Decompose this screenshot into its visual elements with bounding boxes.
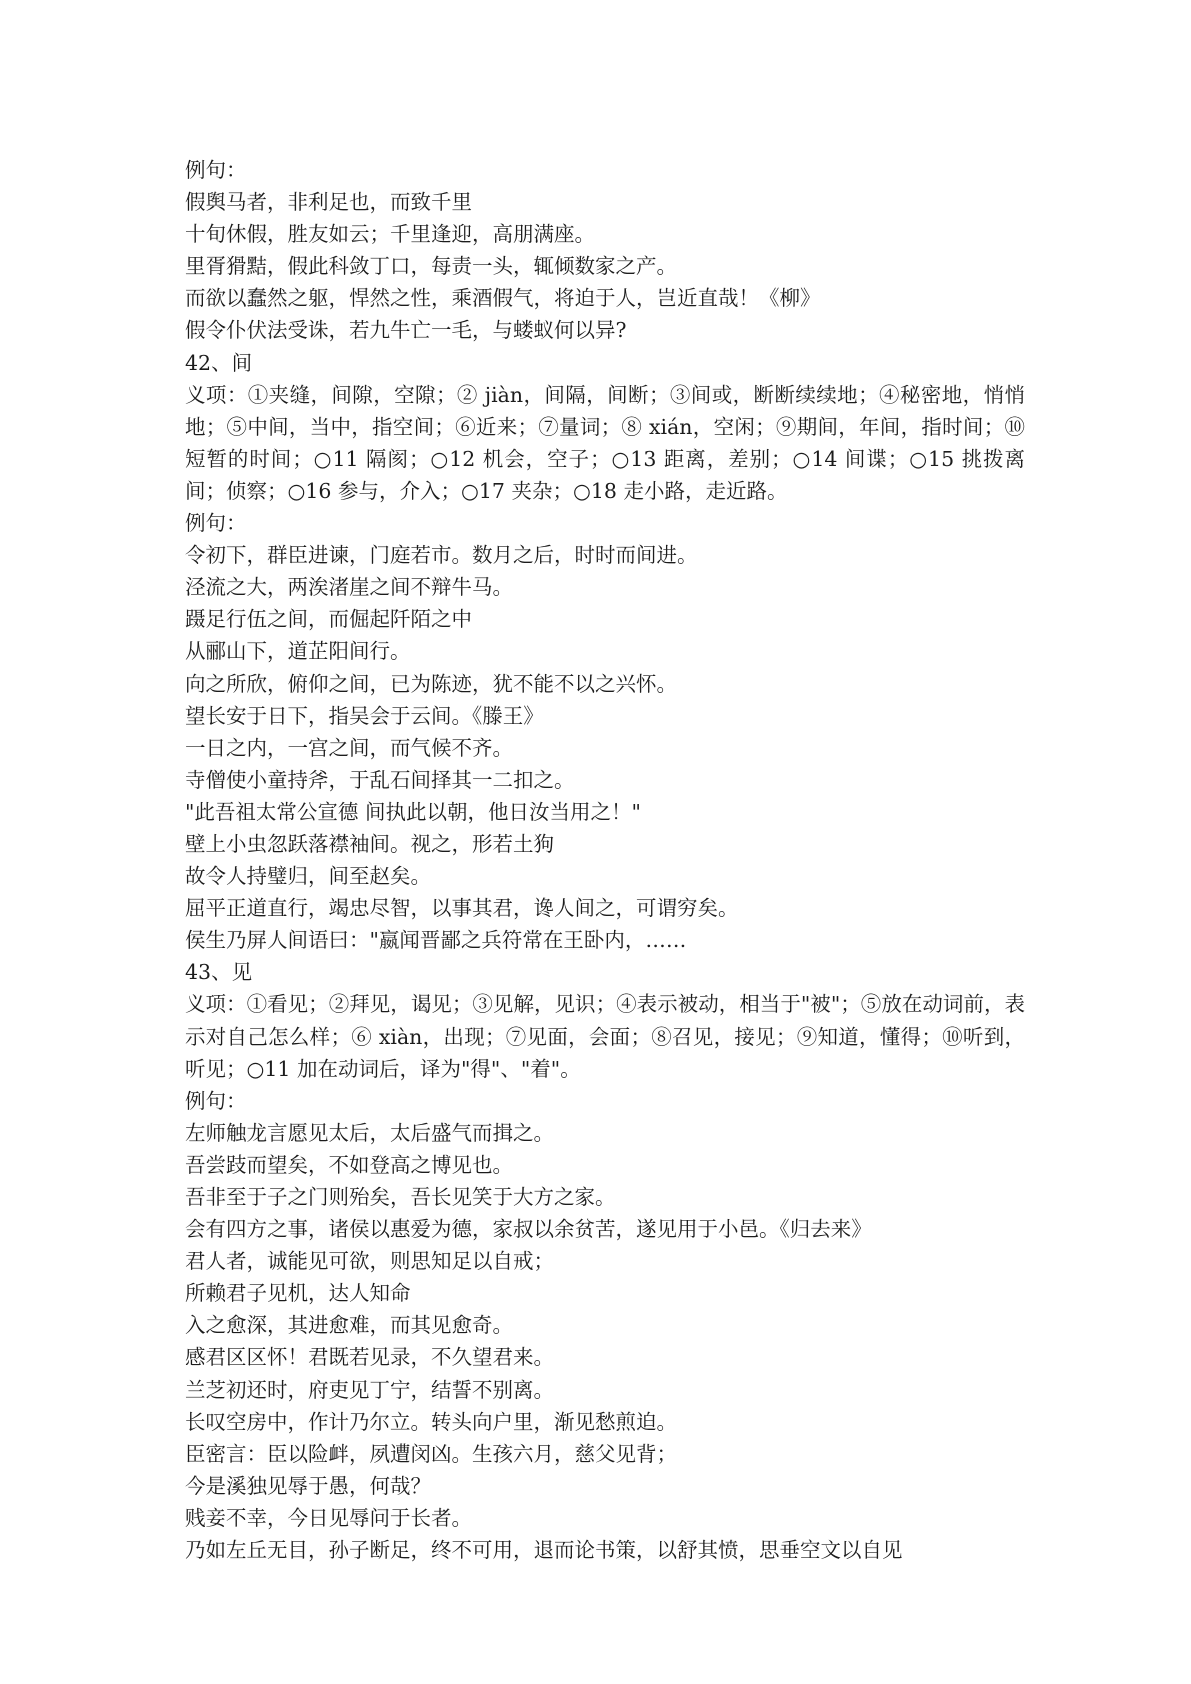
example-line: 兰芝初还时，府吏见丁宁，结誓不别离。 [185,1377,554,1402]
example-line: 长叹空房中，作计乃尔立。转头向户里，渐见愁煎迫。 [185,1409,677,1434]
example-line: 蹑足行伍之间，而倔起阡陌之中 [185,607,472,632]
example-line: 泾流之大，两涘渚崖之间不辩牛马。 [185,575,513,600]
example-line: 假令仆伏法受诛，若九牛亡一毛，与蝼蚁何以异? [185,318,627,343]
example-label: 例句： [185,158,247,182]
example-line: 屈平正道直行，竭忠尽智，以事其君，谗人间之，可谓穷矣。 [185,896,739,921]
example-line: 十旬休假，胜友如云；千里逢迎，高朋满座。 [185,222,595,247]
entry-meanings: 义项：①夹缝，间隙，空隙；② jiàn，间隔，间断；③间或，断断续续地；④秘密地，悄悄地；⑤中间，当中，指空间；⑥近来；⑦量词；⑧ xián，空闲；⑨期间，年间，指时间；⑩短暂的时间；○11 隔阂；○12 机会，空子；○13 距离，差别；○14 间谍；○15 挑拨离间；侦察；○16 参与，介入；○17 夹杂；○18 走小路，走近路。 [185,382,1025,503]
entry-heading: 42、间 [185,350,253,375]
example-label: 例句： [185,511,247,536]
example-line: 今是溪独见辱于愚，何哉？ [185,1473,431,1498]
example-label: 例句： [185,1088,247,1113]
example-line: 贱妾不幸，今日见辱问于长者。 [185,1505,472,1530]
example-line: 入之愈深，其进愈难，而其见愈奇。 [185,1313,513,1338]
example-line: 寺僧使小童持斧，于乱石间择其一二扣之。 [185,767,575,792]
example-line: 壁上小虫忽跃落襟袖间。视之，形若土狗 [185,831,554,856]
document-body [185,154,1025,1566]
example-line: "此吾祖太常公宣德 间执此以朝，他日汝当用之！" [185,799,641,824]
example-line: 从郦山下，道芷阳间行。 [185,639,411,664]
example-line: 里胥猾黠，假此科敛丁口，每责一头，辄倾数家之产。 [185,254,677,279]
example-line: 会有四方之事，诸侯以惠爱为德，家叔以余贫苦，遂见用于小邑。《归去来》 [185,1217,872,1242]
example-line: 而欲以蠢然之躯，悍然之性，乘酒假气，将迫于人，岂近直哉！《柳》 [185,286,821,311]
example-line: 假舆马者，非利足也，而致千里 [185,190,472,215]
entry-heading: 43、见 [185,960,253,985]
example-line: 所赖君子见机，达人知命 [185,1281,411,1306]
example-line: 吾非至于子之门则殆矣，吾长见笑于大方之家。 [185,1185,616,1209]
example-line: 感君区区怀！君既若见录，不久望君来。 [185,1345,554,1370]
example-line: 左师触龙言愿见太后，太后盛气而揖之。 [185,1120,554,1145]
example-line: 一日之内，一宫之间，而气候不齐。 [185,735,513,760]
example-line: 故令人持璧归，间至赵矣。 [185,864,431,889]
example-line: 吾尝跂而望矣，不如登高之博见也。 [185,1152,513,1177]
example-line: 乃如左丘无目，孙子断足，终不可用，退而论书策，以舒其愤，思垂空文以自见 [185,1538,903,1563]
entry-meanings: 义项：①看见；②拜见，谒见；③见解，见识；④表示被动，相当于"被"；⑤放在动词前，表示对自己怎么样；⑥ xiàn，出现；⑦见面，会面；⑧召见，接见；⑨知道，懂得；⑩听到，听见；○11 加在动词后，译为"得"、"着"。 [185,992,1025,1081]
example-line: 向之所欣，俯仰之间，已为陈迹，犹不能不以之兴怀。 [185,671,677,696]
example-line: 君人者，诚能见可欲，则思知足以自戒； [185,1249,554,1274]
example-line: 望长安于日下，指吴会于云间。《滕王》 [185,703,544,728]
example-line: 令初下，群臣进谏，门庭若市。数月之后，时时而间进。 [185,543,698,568]
example-line: 侯生乃屏人间语曰："嬴闻晋鄙之兵符常在王卧内，…… [185,928,687,953]
example-line: 臣密言：臣以险衅，夙遭闵凶。生孩六月，慈父见背； [185,1441,677,1466]
